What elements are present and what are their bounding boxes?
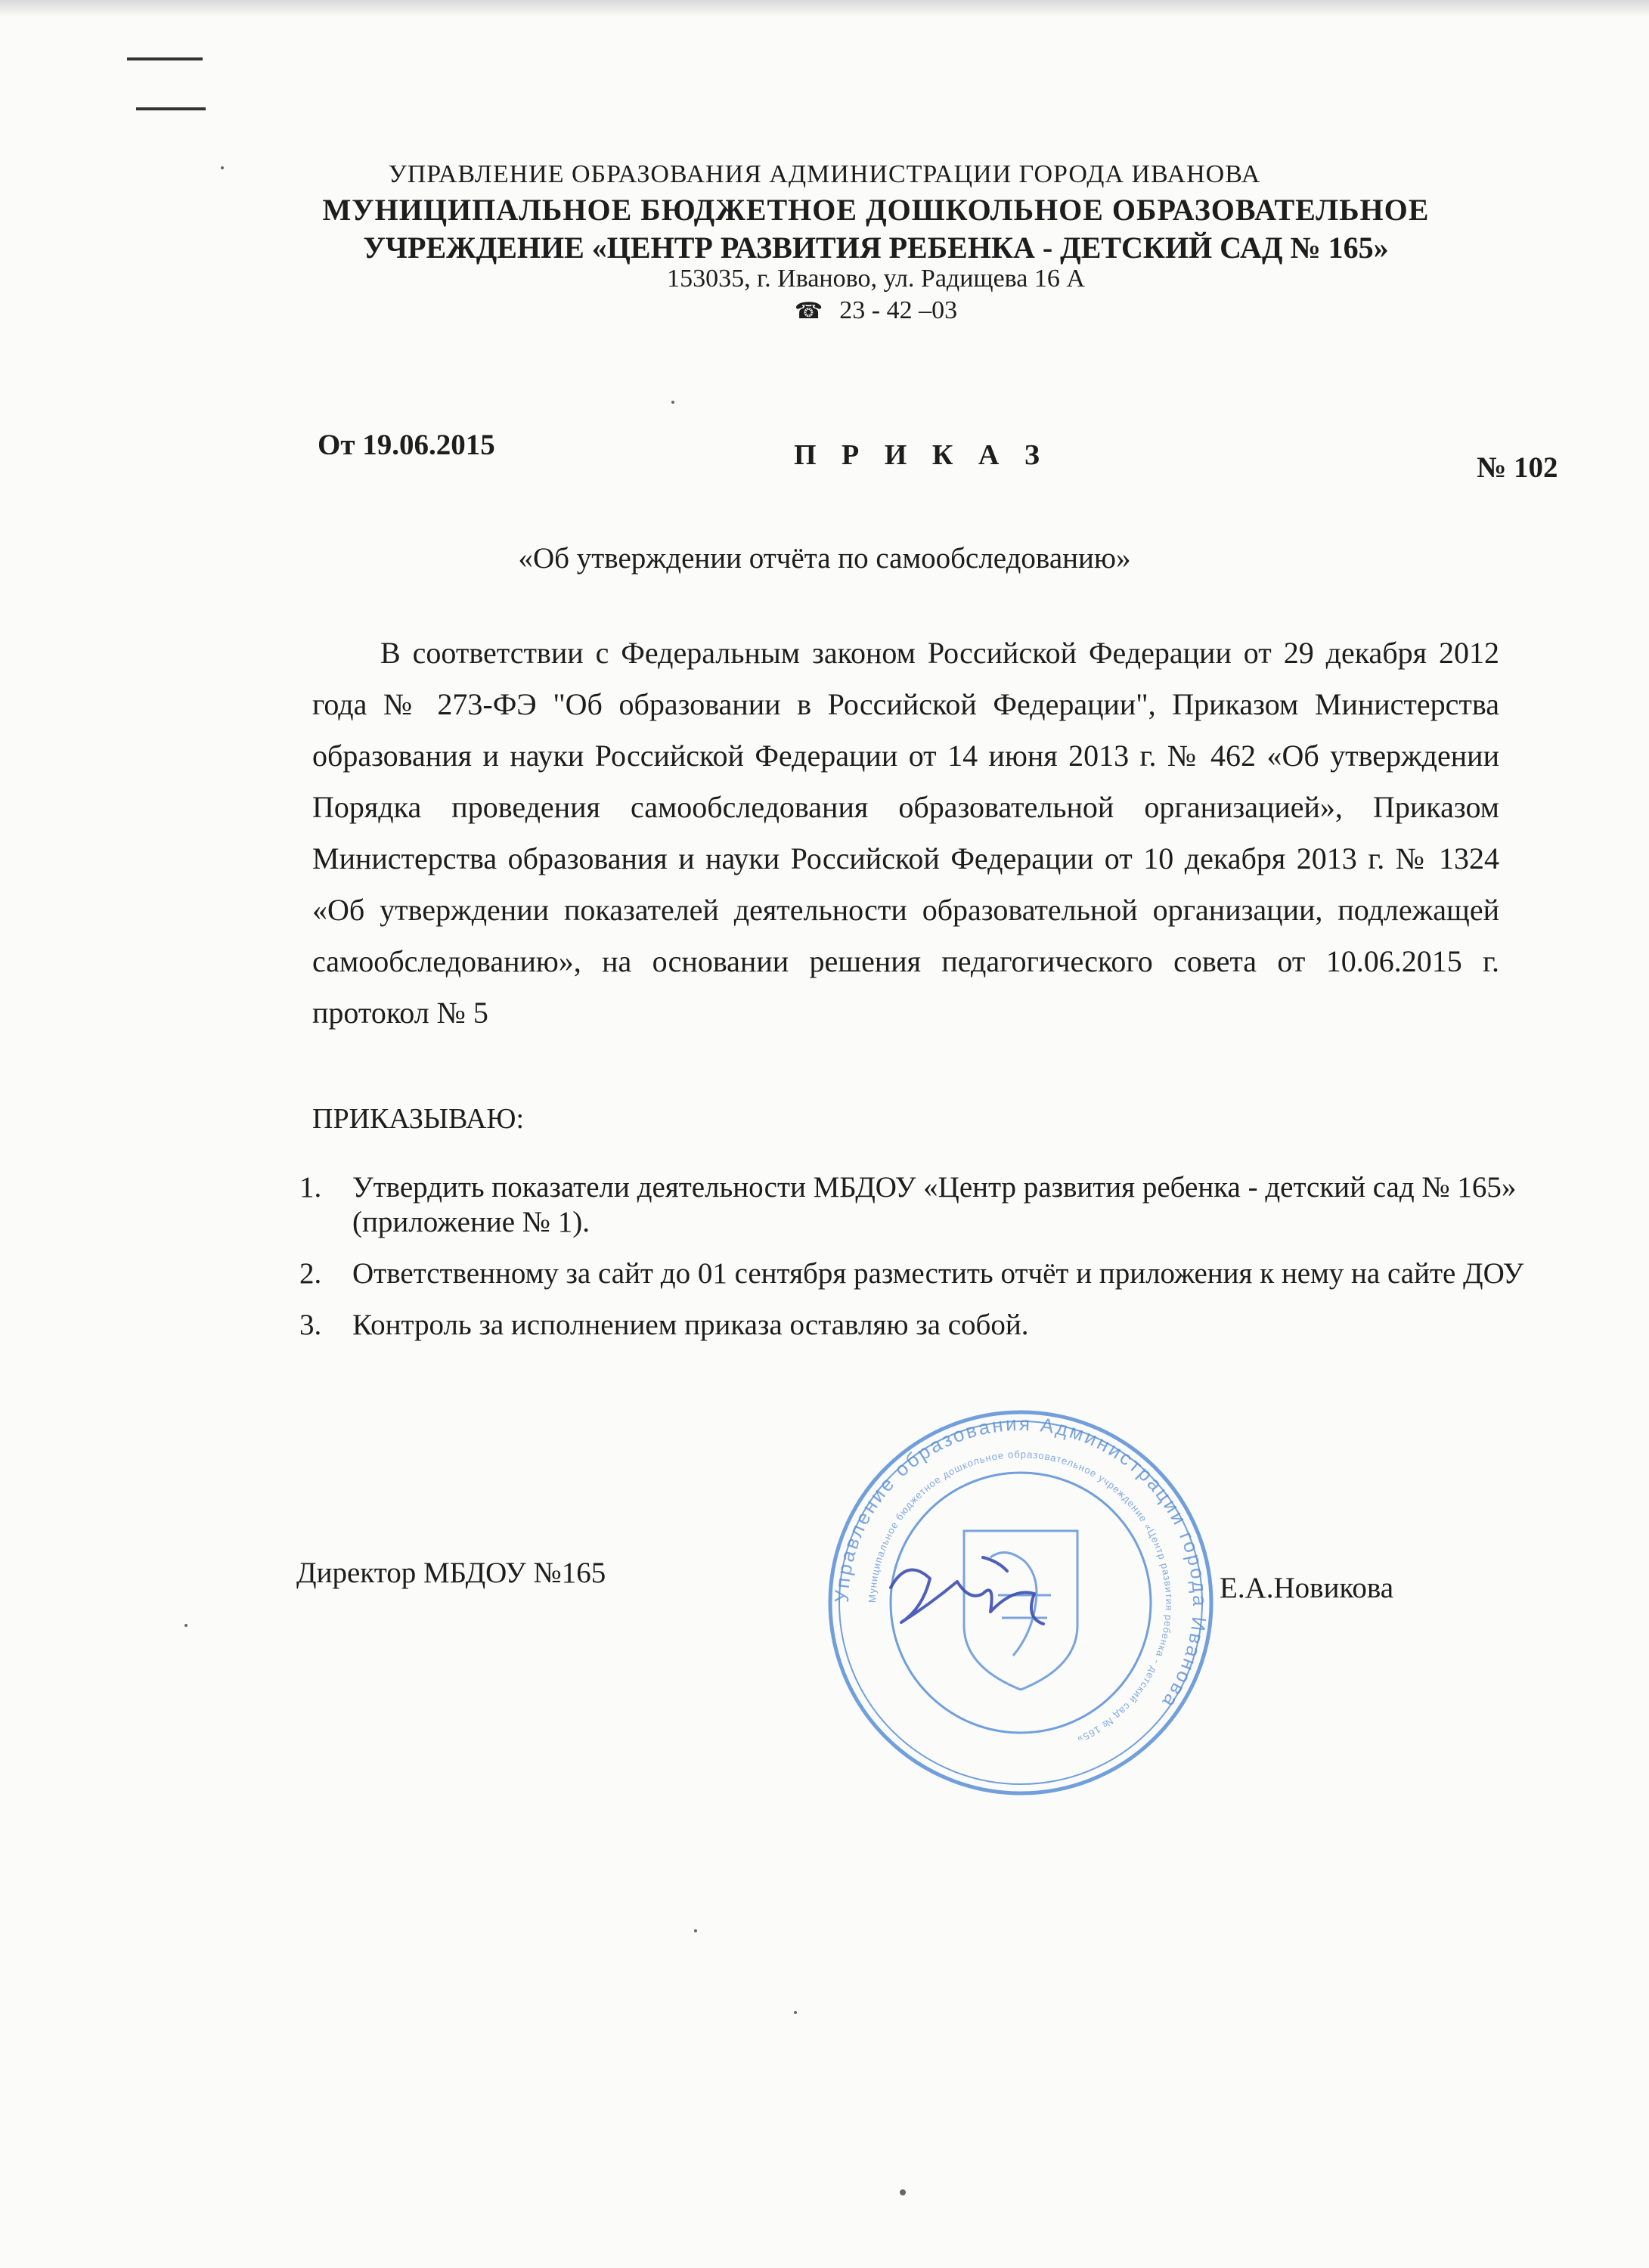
order-preamble: В соответствии с Федеральным законом Российской Федерации от 29 декабря 2012 года № 273-ФЭ "Об образовании в Российской Федерации", Приказом Министерства образования и науки Российской Федерации от 14 июня 2013 г. № 462 «Об утверждении Порядка проведения самообследования образовательной организацией», Приказом Министерства образования и науки Российской Федерации от 10 декабря 2013 г. № 1324 «Об утверждении показателей деятельности образовательной организации, подлежащей самообследованию», на основании решения педагогического совета от 10.06.2015 г. протокол № 5 [312, 636, 1499, 1030]
order-item [299, 1308, 1539, 1343]
scan-edge-shadow [0, 0, 1649, 17]
signature-scrawl [891, 1557, 1043, 1624]
scan-speck [794, 2011, 797, 2014]
order-item-number: 3. [299, 1309, 322, 1341]
institution-name-line2: УЧРЕЖДЕНИЕ «ЦЕНТР РАЗВИТИЯ РЕБЕНКА - ДЕТСКИЙ САД № 165» [363, 231, 1389, 265]
order-items-list [299, 1170, 1539, 1359]
order-item [299, 1170, 1539, 1240]
margin-mark [127, 57, 203, 60]
order-command-word: ПРИКАЗЫВАЮ: [312, 1103, 525, 1135]
institution-phone [51, 296, 1649, 325]
phone-number: 23 - 42 –03 [839, 296, 958, 324]
margin-mark [136, 107, 206, 110]
order-item-text: Утвердить показатели деятельности МБДОУ «Центр развития ребенка - детский сад № 165» (приложение № 1). [352, 1171, 1517, 1238]
order-subject: «Об утверждении отчёта по самообследованию» [518, 542, 1131, 575]
order-date: От 19.06.2015 [318, 429, 495, 461]
stamp-outer-text: Управление образования Администрации города Иванова [829, 1411, 1212, 1714]
institution-address: 153035, г. Иваново, ул. Радищева 16 А [667, 265, 1085, 293]
institution-name-line1: МУНИЦИПАЛЬНОЕ БЮДЖЕТНОЕ ДОШКОЛЬНОЕ ОБРАЗОВАТЕЛЬНОЕ [322, 193, 1430, 227]
telephone-icon: ☎ [794, 298, 823, 324]
order-title: П Р И К А З [794, 439, 1049, 471]
signer-name: Е.А.Новикова [1220, 1572, 1394, 1604]
order-number: № 102 [1477, 451, 1558, 484]
order-item-number: 1. [299, 1171, 322, 1204]
scan-speck [184, 1624, 188, 1627]
department-name: УПРАВЛЕНИЕ ОБРАЗОВАНИЯ АДМИНИСТРАЦИИ ГОРОДА ИВАНОВА [388, 160, 1261, 188]
coat-of-arms-icon [964, 1531, 1077, 1690]
order-item-number: 2. [299, 1257, 322, 1290]
scan-speck [694, 1929, 697, 1932]
order-item-text: Ответственному за сайт до 01 сентября разместить отчёт и приложения к нему на сайте ДОУ [352, 1257, 1524, 1290]
signer-position: Директор МБДОУ №165 [296, 1557, 606, 1589]
scan-speck [900, 2189, 906, 2195]
official-stamp [809, 1406, 1232, 1799]
stamp-inner-text: Муниципальное бюджетное дошкольное образовательное учреждение «Центр развития ребенка - детский сад № 165» [866, 1448, 1176, 1746]
order-item-text: Контроль за исполнением приказа оставляю за собой. [352, 1309, 1029, 1341]
order-item [299, 1256, 1539, 1291]
scan-speck [671, 401, 674, 404]
